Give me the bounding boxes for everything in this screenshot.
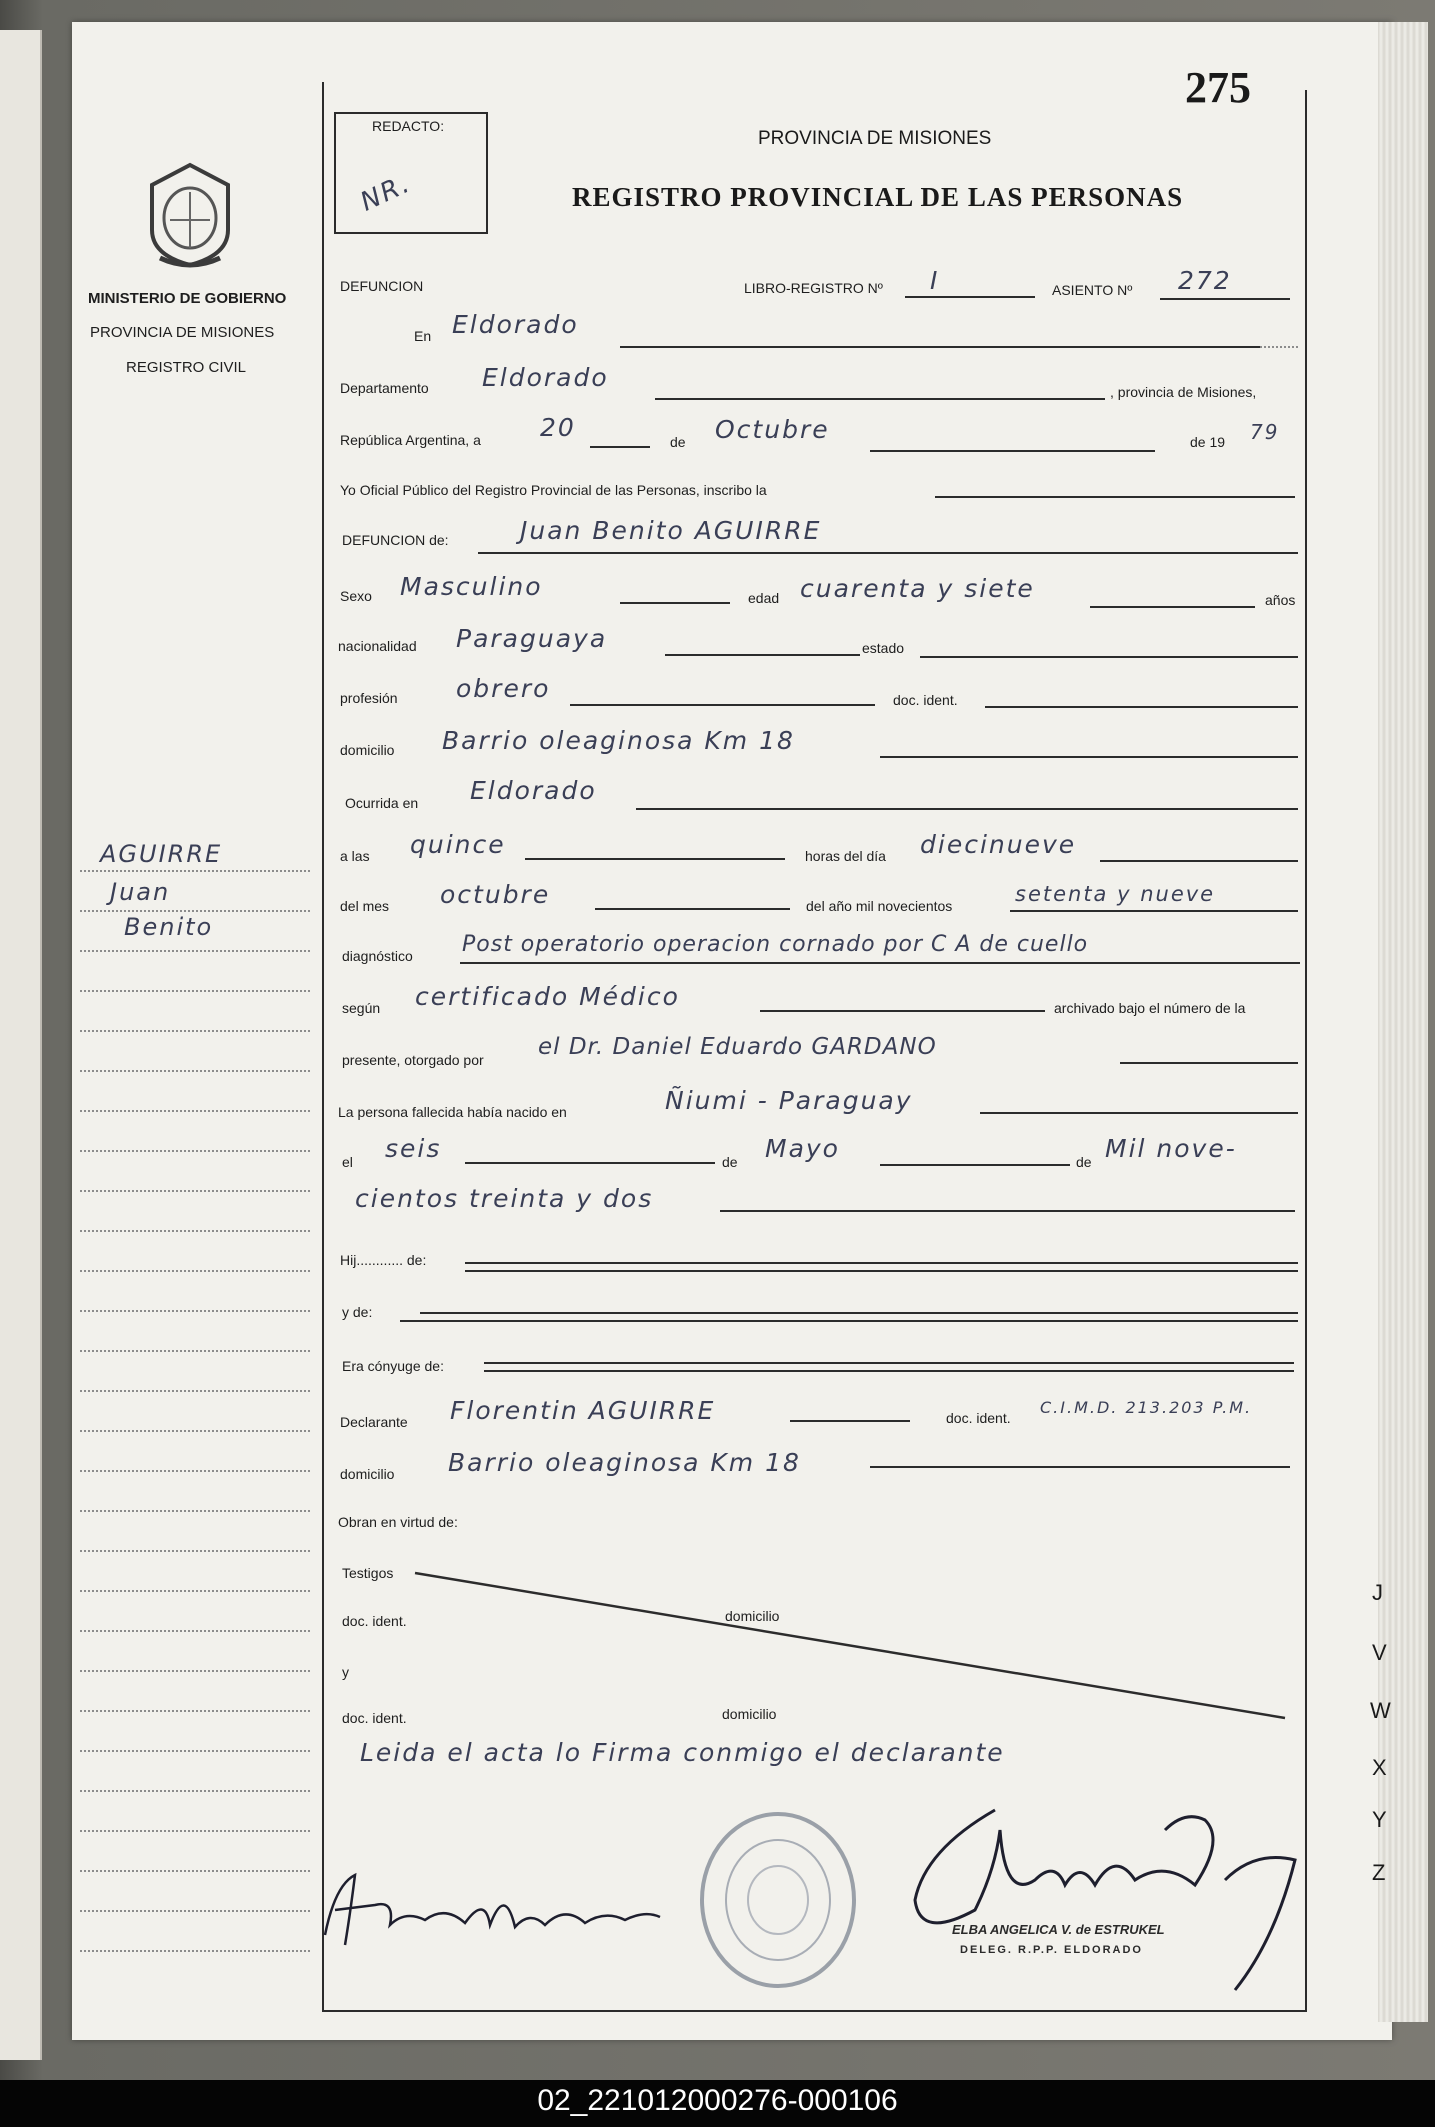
margin-dotted-line (80, 870, 310, 872)
en-rule (620, 346, 1260, 348)
horas-rule (1100, 860, 1298, 862)
alas-value: quince (410, 830, 506, 859)
estado-label: estado (862, 640, 905, 656)
margin-dotted-line (80, 910, 310, 912)
margin-dotted-line (80, 1150, 310, 1152)
asiento-rule (1160, 298, 1290, 300)
page-number: 275 (1185, 63, 1251, 112)
right-rule (1305, 90, 1307, 2010)
day-value: 20 (540, 413, 576, 442)
ministry-name: MINISTERIO DE GOBIERNO (88, 290, 287, 307)
tab-letter: V (1372, 1640, 1387, 1665)
en-value: Eldorado (452, 310, 579, 339)
margin-dotted-line (80, 1270, 310, 1272)
doc1-label: doc. ident. (342, 1613, 407, 1629)
libro-label: LIBRO-REGISTRO Nº (744, 280, 883, 296)
edad-label: edad (748, 590, 780, 606)
redacto-label: REDACTO: (372, 118, 445, 134)
ministry-province: PROVINCIA DE MISIONES (90, 324, 275, 341)
defuncion-de-label: DEFUNCION de: (342, 532, 449, 548)
domicilio-value: Barrio oleaginosa Km 18 (442, 726, 795, 755)
ocurrida-value: Eldorado (470, 776, 597, 805)
segun-value: certificado Médico (415, 982, 680, 1011)
declarant-signature-icon (315, 1865, 675, 1955)
domicilio-rule (880, 756, 1298, 758)
margin-given-name: Juan (110, 878, 171, 906)
hij-rule-1 (465, 1262, 1298, 1264)
el-label: el (342, 1154, 353, 1170)
oficial-text: Yo Oficial Público del Registro Provincial de las Personas, inscribo la (340, 482, 767, 498)
en-dots (1260, 346, 1298, 348)
margin-dotted-line (80, 1110, 310, 1112)
doc-ident-rule (985, 706, 1298, 708)
delmes-label: del mes (340, 898, 390, 914)
bottom-rule (322, 2010, 1307, 2012)
file-id: 02_221012000276-000106 (537, 2084, 898, 2117)
doc2-label: doc. ident. (342, 1710, 407, 1726)
declarante-value: Florentin AGUIRRE (450, 1396, 716, 1425)
en-label: En (414, 328, 432, 344)
margin-dotted-line (80, 1790, 310, 1792)
margin-dotted-line (80, 1430, 310, 1432)
margin-dotted-line (80, 1310, 310, 1312)
ministry-registry: REGISTRO CIVIL (126, 359, 247, 376)
segun-label: según (342, 1000, 381, 1016)
margin-dotted-line (80, 1070, 310, 1072)
yde-rule-1 (420, 1312, 1298, 1314)
continuation-rule (720, 1210, 1295, 1212)
hij-rule-2 (465, 1270, 1298, 1272)
horas-value: diecinueve (920, 830, 1077, 859)
margin-dotted-line (80, 1670, 310, 1672)
left-page-edge (0, 30, 42, 2060)
anos-label: años (1265, 592, 1296, 608)
archivado-label: archivado bajo el número de la (1054, 1000, 1246, 1016)
asiento-value: 272 (1178, 266, 1232, 295)
defuncion-label: DEFUNCION (340, 278, 424, 294)
day-rule (590, 446, 650, 448)
obran-label: Obran en virtud de: (338, 1514, 458, 1530)
margin-middle-name: Benito (124, 913, 214, 941)
tab-letter: W (1370, 1698, 1391, 1723)
segun-rule (760, 1010, 1045, 1012)
provincia-suffix: , provincia de Misiones, (1110, 384, 1257, 400)
tab-letter: Z (1372, 1860, 1386, 1885)
margin-dotted-line (80, 1630, 310, 1632)
margin-dotted-line (80, 1550, 310, 1552)
alas-rule (525, 858, 785, 860)
month-value: Octubre (715, 415, 830, 444)
decl-dom-label: domicilio (340, 1466, 395, 1482)
margin-dotted-line (80, 1390, 310, 1392)
de2-value: Mayo (765, 1134, 840, 1163)
diagnostico-rule (460, 962, 1300, 964)
conyuge-rule-2 (484, 1370, 1294, 1372)
margin-rule (322, 82, 324, 2012)
doc-ident-label: doc. ident. (893, 692, 958, 708)
anio-rule (1010, 910, 1298, 912)
libro-rule (905, 296, 1035, 298)
asiento-label: ASIENTO Nº (1052, 282, 1133, 298)
libro-value: I (930, 266, 940, 295)
tab-letter: X (1372, 1755, 1387, 1780)
margin-dotted-line (80, 1750, 310, 1752)
de3-label: de (1076, 1154, 1092, 1170)
de2-rule (880, 1164, 1070, 1166)
margin-dotted-line (80, 1590, 310, 1592)
profesion-label: profesión (340, 690, 398, 706)
margin-dotted-line (80, 1230, 310, 1232)
province-heading: PROVINCIA DE MISIONES (758, 128, 992, 149)
profesion-rule (570, 704, 875, 706)
anio-value: setenta y nueve (1015, 882, 1216, 906)
y-label: y (342, 1664, 349, 1680)
dom2-label: domicilio (722, 1706, 777, 1722)
margin-dotted-line (80, 1510, 310, 1512)
diagnostico-label: diagnóstico (342, 948, 413, 964)
yde-label: y de: (342, 1304, 373, 1320)
horas-label: horas del día (805, 848, 886, 864)
departamento-value: Eldorado (482, 363, 609, 392)
sexo-rule (620, 602, 730, 604)
edad-rule (1090, 606, 1255, 608)
departamento-rule (655, 398, 1105, 400)
presente-rule (1120, 1062, 1298, 1064)
decl-dom-rule (870, 1466, 1290, 1468)
margin-surname: AGUIRRE (100, 840, 223, 868)
ocurrida-label: Ocurrida en (345, 795, 419, 811)
cancel-diagonal-line (410, 1568, 1290, 1728)
margin-dotted-line (80, 1350, 310, 1352)
margin-dotted-line (80, 1910, 310, 1912)
redacto-value: NR. (356, 168, 416, 218)
oficial-rule (935, 496, 1295, 498)
registry-heading: REGISTRO PROVINCIAL DE LAS PERSONAS (572, 182, 1184, 212)
defuncion-de-rule (478, 552, 1298, 554)
de-year-label: de 19 (1190, 434, 1226, 450)
officer-title: DELEG. R.P.P. ELDORADO (960, 1944, 1143, 1956)
ocurrida-rule (636, 808, 1298, 810)
estado-rule (920, 656, 1298, 658)
presente-label: presente, otorgado por (342, 1052, 484, 1068)
defuncion-de-value: Juan Benito AGUIRRE (520, 516, 822, 545)
margin-dotted-line (80, 950, 310, 952)
tab-letter: J (1372, 1580, 1383, 1605)
domicilio-label: domicilio (340, 742, 395, 758)
margin-dotted-line (80, 1950, 310, 1952)
officer-name: ELBA ANGELICA V. de ESTRUKEL (952, 1922, 1165, 1937)
continuation-value: cientos treinta y dos (355, 1184, 654, 1213)
el-value: seis (385, 1134, 442, 1163)
anio-label: del año mil novecientos (806, 898, 953, 914)
yde-rule-2 (400, 1320, 1298, 1322)
republica-label: República Argentina, a (340, 432, 481, 448)
profesion-value: obrero (456, 674, 551, 703)
nacionalidad-rule (665, 654, 860, 656)
margin-dotted-line (80, 1470, 310, 1472)
declarante-rule (790, 1420, 910, 1422)
conyuge-label: Era cónyuge de: (342, 1358, 444, 1374)
margin-dotted-line (80, 1030, 310, 1032)
de-label: de (670, 434, 686, 450)
nacionalidad-value: Paraguaya (456, 624, 608, 653)
nacido-value: Ñiumi - Paraguay (665, 1086, 913, 1115)
sexo-value: Masculino (400, 572, 543, 601)
officer-signature-icon (905, 1790, 1325, 2000)
alas-label: a las (340, 848, 370, 864)
margin-dotted-line (80, 1870, 310, 1872)
delmes-rule (595, 908, 790, 910)
decl-dom-value: Barrio oleaginosa Km 18 (448, 1448, 801, 1477)
edad-value: cuarenta y siete (800, 574, 1035, 603)
delmes-value: octubre (440, 880, 551, 909)
de3-value: Mil nove- (1105, 1134, 1237, 1163)
departamento-label: Departamento (340, 380, 429, 396)
year-value: 79 (1250, 420, 1280, 444)
diagnostico-value: Post operatorio operacion cornado por C A de cuello (462, 932, 1089, 957)
tab-letter: Y (1372, 1807, 1387, 1832)
decl-doc-value: C.I.M.D. 213.203 P.M. (1040, 1398, 1253, 1417)
testigos-label: Testigos (342, 1565, 394, 1581)
margin-dotted-line (80, 1190, 310, 1192)
conyuge-rule-1 (484, 1362, 1294, 1364)
nacido-label: La persona fallecida había nacido en (338, 1104, 567, 1120)
presente-value: el Dr. Daniel Eduardo GARDANO (538, 1034, 937, 1060)
declarante-label: Declarante (340, 1414, 408, 1430)
decl-doc-label: doc. ident. (946, 1410, 1011, 1426)
sexo-label: Sexo (340, 588, 372, 604)
el-rule (465, 1162, 715, 1164)
margin-dotted-line (80, 990, 310, 992)
nacido-rule (980, 1112, 1298, 1114)
nacionalidad-label: nacionalidad (338, 638, 417, 654)
official-stamp-icon (698, 1810, 858, 1990)
dom1-label: domicilio (725, 1608, 780, 1624)
de2-label: de (722, 1154, 738, 1170)
margin-dotted-line (80, 1710, 310, 1712)
leida-text: Leida el acta lo Firma conmigo el declarante (360, 1738, 1005, 1767)
margin-dotted-line (80, 1830, 310, 1832)
month-rule (870, 450, 1155, 452)
coat-of-arms-icon (140, 160, 240, 270)
hij-label: Hij............ de: (340, 1252, 427, 1268)
